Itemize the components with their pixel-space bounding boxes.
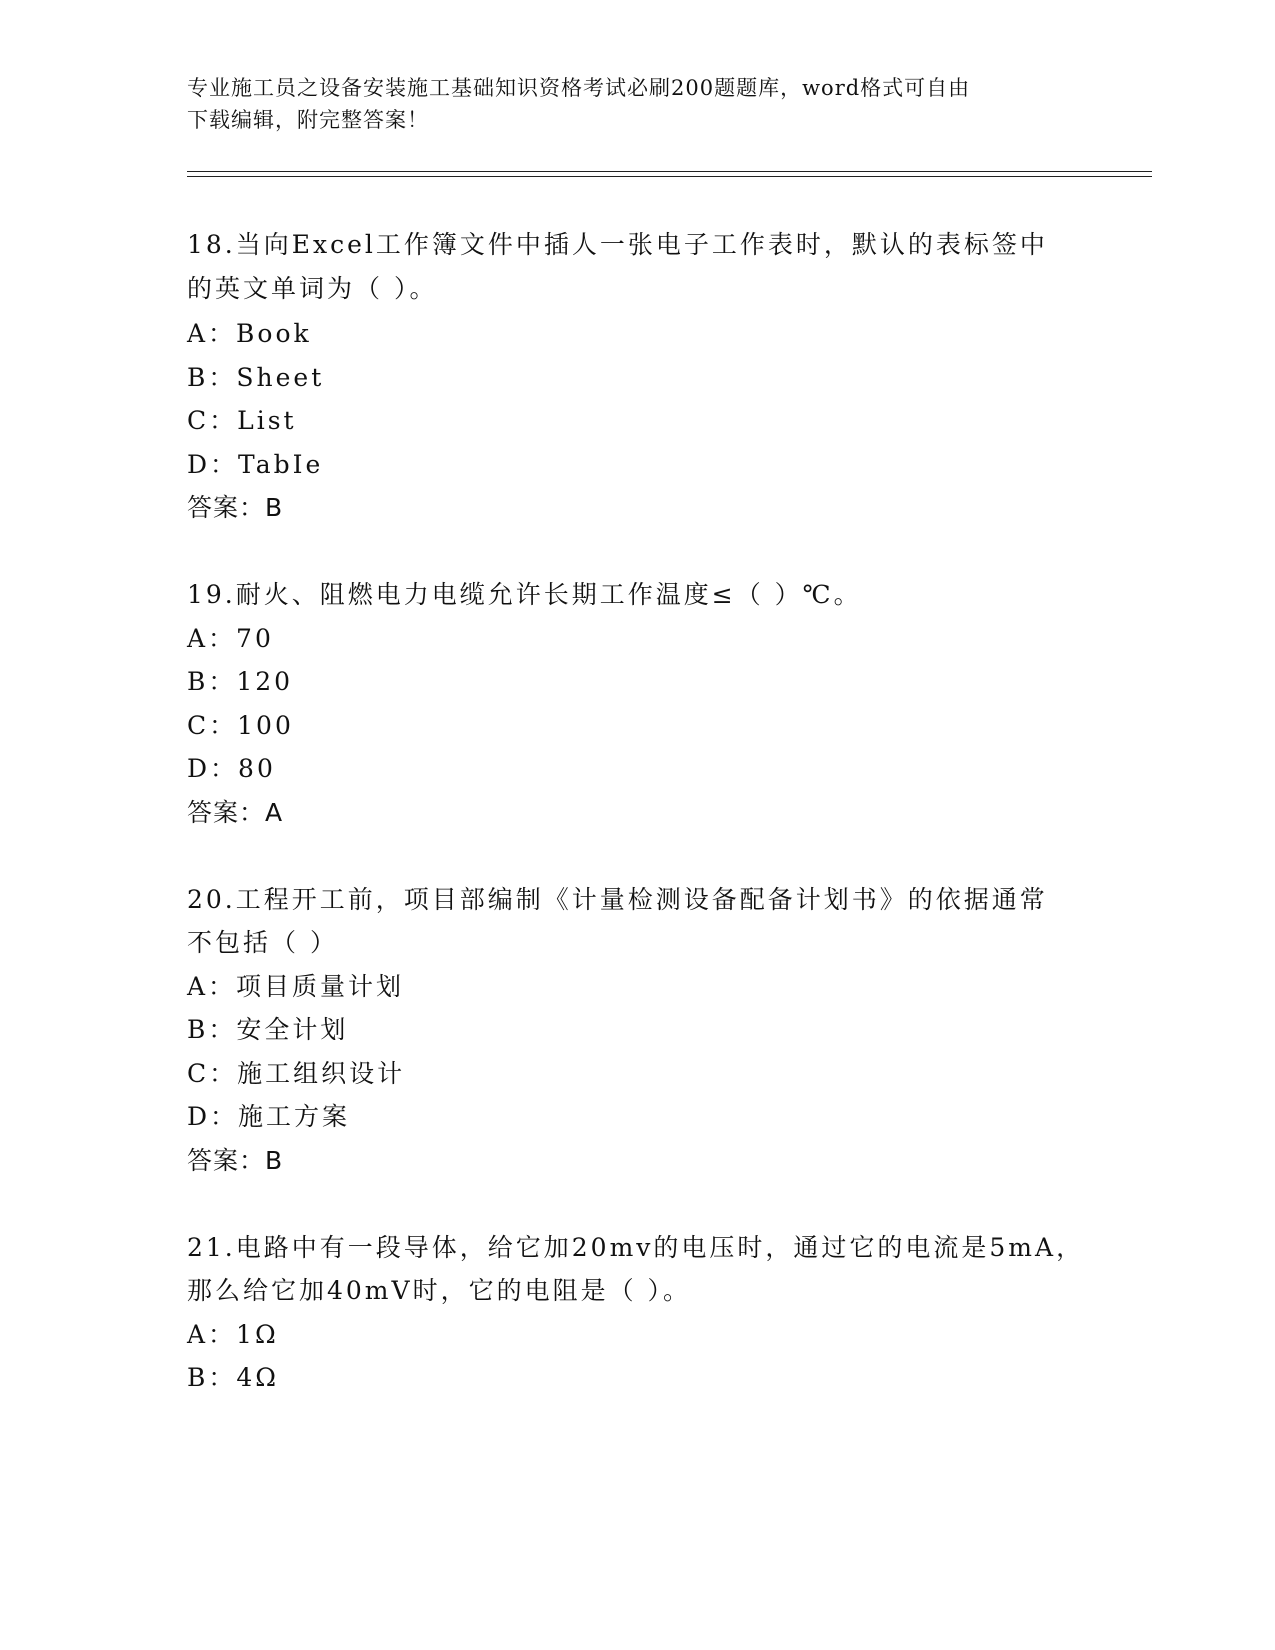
question-21-stem-line-2: 那么给它加40mV时，它的电阻是（ ）。 <box>187 1276 692 1305</box>
question-18-stem-line-2: 的英文单词为（ ）。 <box>187 274 438 303</box>
question-19-option-d: D：80 <box>187 754 276 783</box>
question-19-option-a: A：70 <box>187 624 274 653</box>
question-20-option-b: B：安全计划 <box>187 1015 349 1044</box>
header-divider-top <box>187 171 1152 172</box>
header-divider-bottom <box>187 176 1152 177</box>
question-19-option-b: B：120 <box>187 667 294 696</box>
question-21-option-b: B：4Ω <box>187 1363 280 1392</box>
question-21-stem-line-1: 21.电路中有一段导体，给它加20mv的电压时，通过它的电流是5mA， <box>187 1233 1085 1262</box>
document-header-line-1: 专业施工员之设备安装施工基础知识资格考试必刷200题题库，word格式可自由 <box>187 76 971 100</box>
question-20-stem-line-1: 20.工程开工前，项目部编制《计量检测设备配备计划书》的依据通常 <box>187 885 1048 914</box>
question-19-stem-line-1: 19.耐火、阻燃电力电缆允许长期工作温度≤（ ）℃。 <box>187 580 862 609</box>
question-18-answer: 答案：B <box>187 493 284 522</box>
question-18-option-c: C：List <box>187 406 297 435</box>
question-20-option-a: A：项目质量计划 <box>187 972 405 1001</box>
question-18-option-b: B：Sheet <box>187 363 325 392</box>
question-19-option-c: C：100 <box>187 711 294 740</box>
document-header-line-2: 下载编辑，附完整答案！ <box>187 108 429 132</box>
question-18-option-d: D：TabIe <box>187 450 324 479</box>
question-20-option-d: D：施工方案 <box>187 1102 351 1131</box>
question-18-option-a: A：Book <box>187 319 312 348</box>
question-19-answer: 答案：A <box>187 798 284 827</box>
question-20-stem-line-2: 不包括（ ） <box>187 928 338 957</box>
question-20-option-c: C：施工组织设计 <box>187 1059 406 1088</box>
question-18-stem-line-1: 18.当向Excel工作簿文件中插人一张电子工作表时，默认的表标签中 <box>187 230 1048 259</box>
question-20-answer: 答案：B <box>187 1146 284 1175</box>
question-21-option-a: A：1Ω <box>187 1320 279 1349</box>
